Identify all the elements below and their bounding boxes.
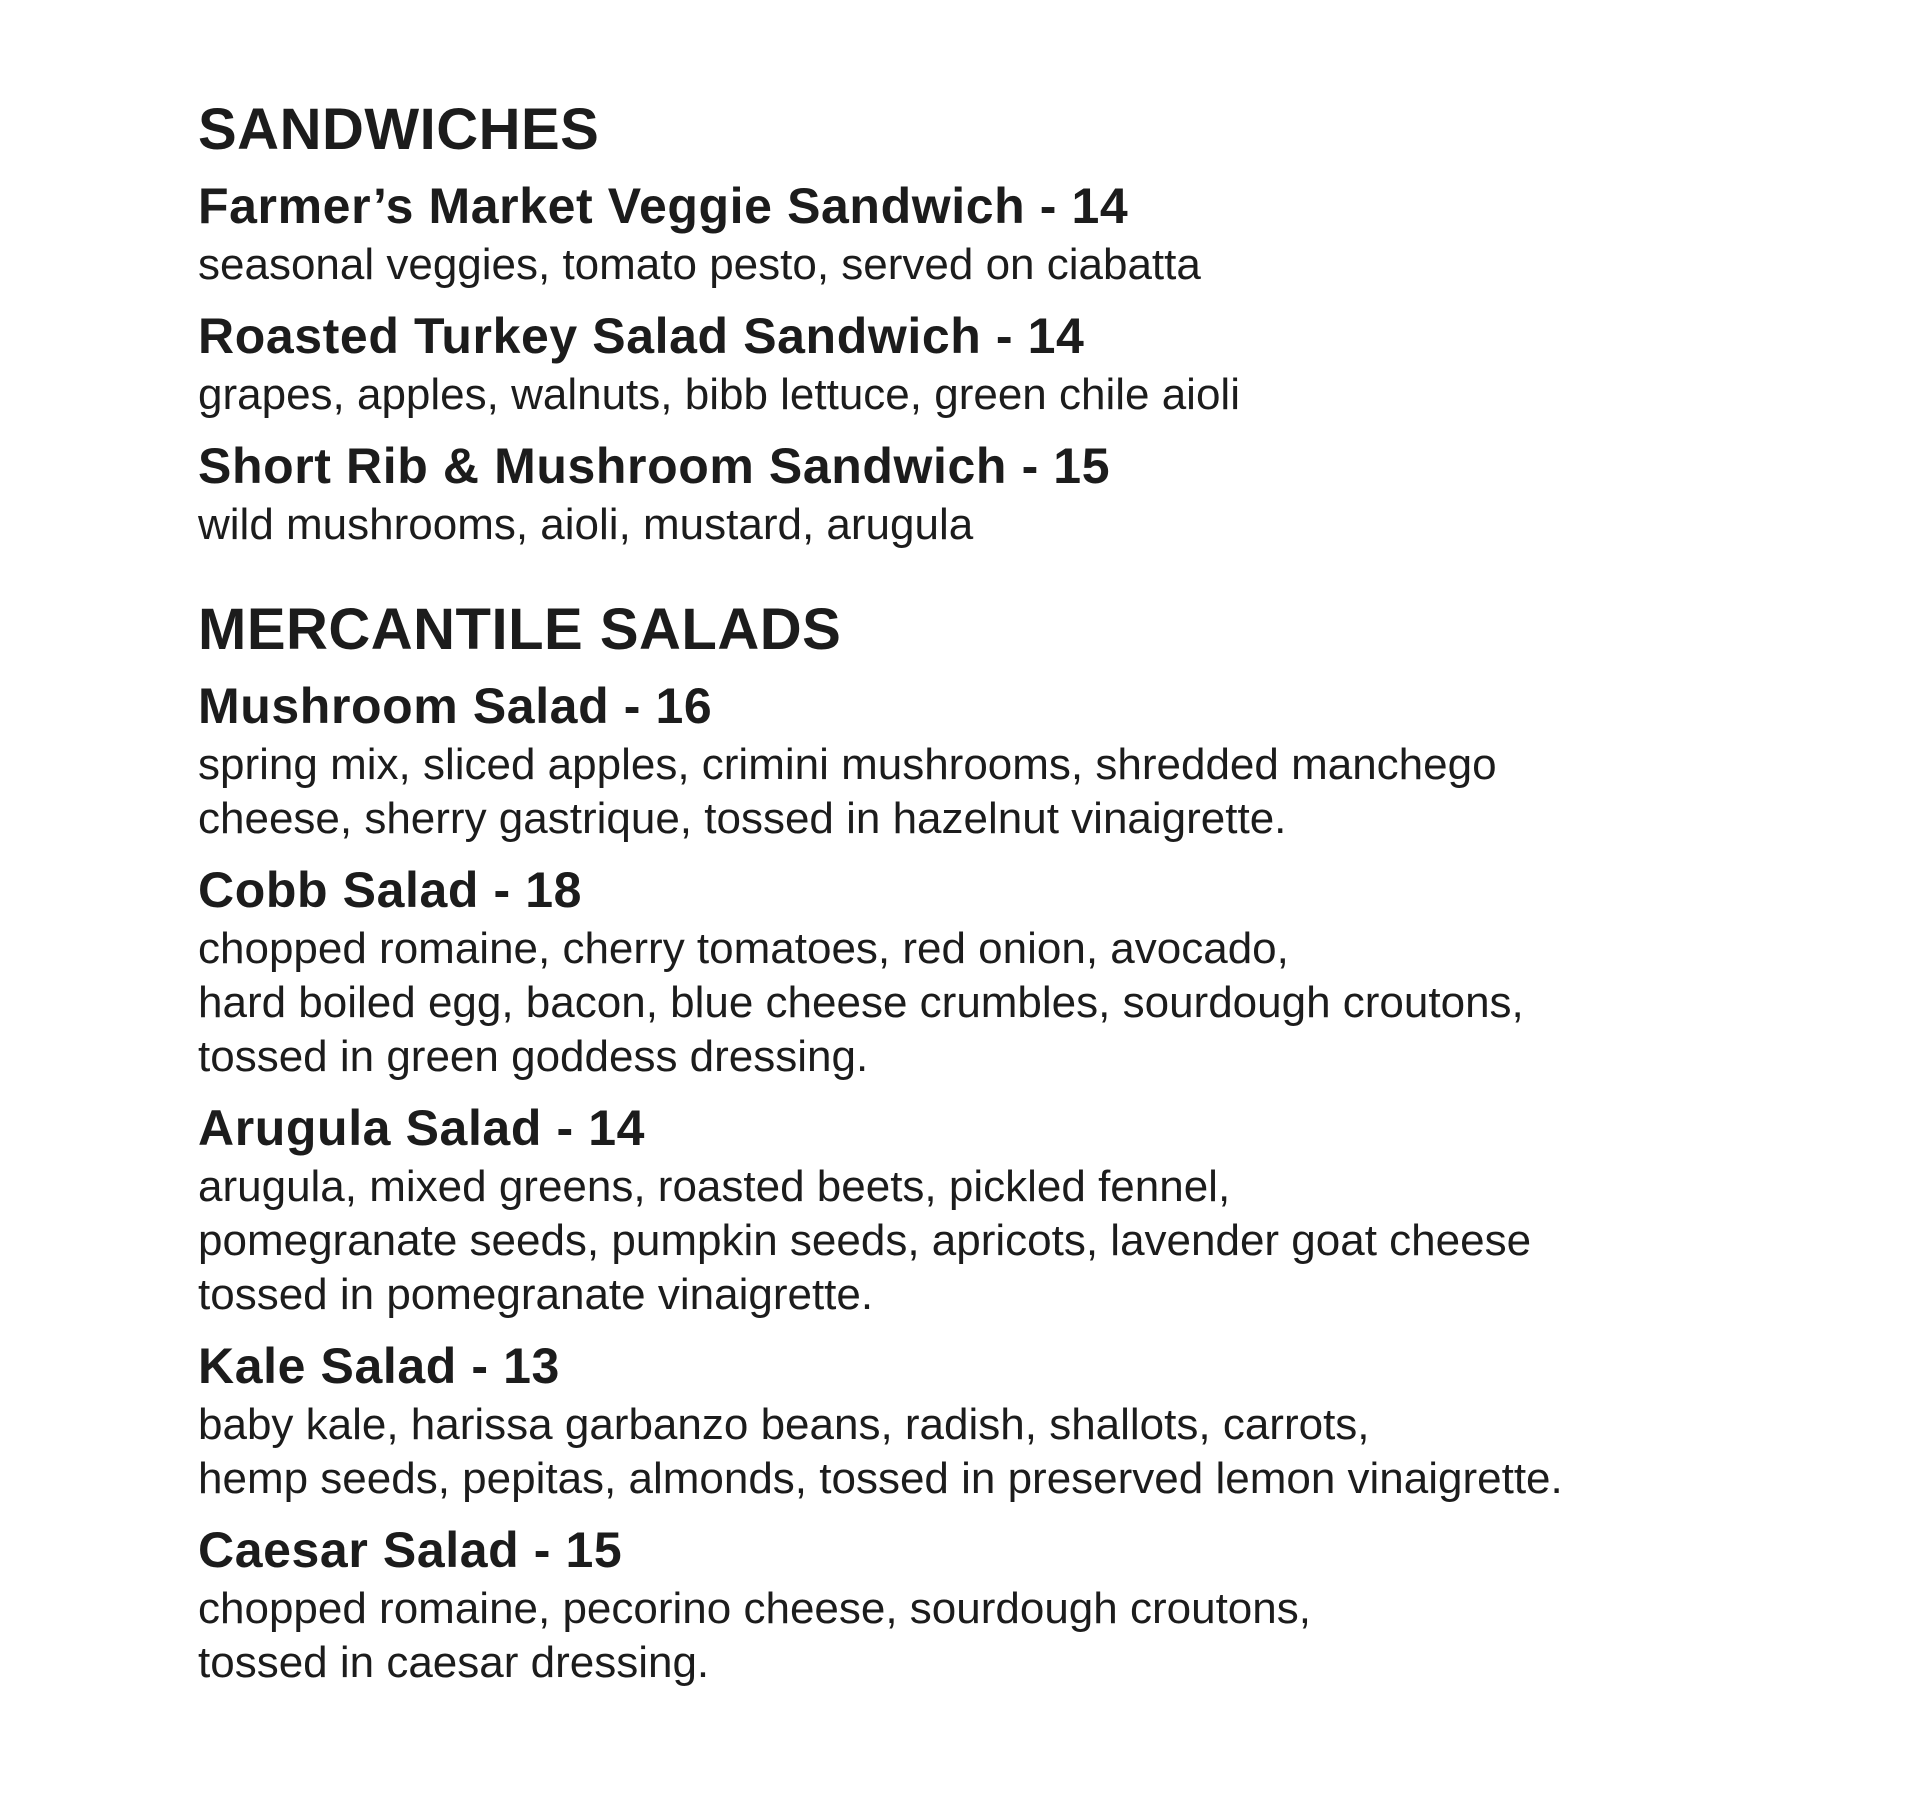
description-line: seasonal veggies, tomato pesto, served on ciabatta [198, 240, 1201, 289]
menu-item [198, 858, 1838, 1084]
description-line: hemp seeds, pepitas, almonds, tossed in preserved lemon vinaigrette. [198, 1454, 1563, 1503]
menu-item-description [198, 368, 1838, 422]
menu-item [198, 1518, 1838, 1690]
menu-item-description [198, 738, 1838, 846]
section-title: SANDWICHES [198, 97, 600, 162]
description-line: wild mushrooms, aioli, mustard, arugula [198, 500, 974, 549]
description-line: spring mix, sliced apples, crimini mushrooms, shredded manchego [198, 740, 1497, 789]
menu-item-description [198, 498, 1838, 552]
menu-item-name: Mushroom Salad - 16 [198, 678, 713, 734]
description-line: arugula, mixed greens, roasted beets, pickled fennel, [198, 1162, 1231, 1211]
menu-item-description [198, 238, 1838, 292]
description-line: chopped romaine, cherry tomatoes, red onion, avocado, [198, 924, 1289, 973]
menu-item [198, 1096, 1838, 1322]
menu-item [198, 674, 1838, 846]
description-line: pomegranate seeds, pumpkin seeds, apricots, lavender goat cheese [198, 1216, 1532, 1265]
description-line: tossed in pomegranate vinaigrette. [198, 1270, 874, 1319]
description-line: tossed in caesar dressing. [198, 1638, 710, 1687]
menu-item-name: Arugula Salad - 14 [198, 1100, 646, 1156]
menu-item-name: Kale Salad - 13 [198, 1338, 560, 1394]
menu-item-name: Short Rib & Mushroom Sandwich - 15 [198, 438, 1111, 494]
menu-item-name: Roasted Turkey Salad Sandwich - 14 [198, 308, 1085, 364]
section-title: MERCANTILE SALADS [198, 597, 842, 662]
description-line: cheese, sherry gastrique, tossed in hazelnut vinaigrette. [198, 794, 1287, 843]
description-line: tossed in green goddess dressing. [198, 1032, 869, 1081]
description-line: chopped romaine, pecorino cheese, sourdough croutons, [198, 1584, 1311, 1633]
menu-item [198, 1334, 1838, 1506]
section-mercantile-salads [198, 598, 1838, 1690]
menu-item [198, 304, 1838, 422]
menu-item-name: Caesar Salad - 15 [198, 1522, 623, 1578]
menu-item [198, 174, 1838, 292]
menu-item-name: Cobb Salad - 18 [198, 862, 583, 918]
menu-page [198, 98, 1838, 1690]
menu-item-name: Farmer’s Market Veggie Sandwich - 14 [198, 178, 1129, 234]
menu-item-description [198, 922, 1838, 1084]
menu-item [198, 434, 1838, 552]
description-line: baby kale, harissa garbanzo beans, radish, shallots, carrots, [198, 1400, 1370, 1449]
menu-item-description [198, 1398, 1838, 1506]
section-sandwiches [198, 98, 1838, 552]
description-line: hard boiled egg, bacon, blue cheese crumbles, sourdough croutons, [198, 978, 1524, 1027]
description-line: grapes, apples, walnuts, bibb lettuce, green chile aioli [198, 370, 1240, 419]
menu-item-description [198, 1160, 1838, 1322]
menu-item-description [198, 1582, 1838, 1690]
